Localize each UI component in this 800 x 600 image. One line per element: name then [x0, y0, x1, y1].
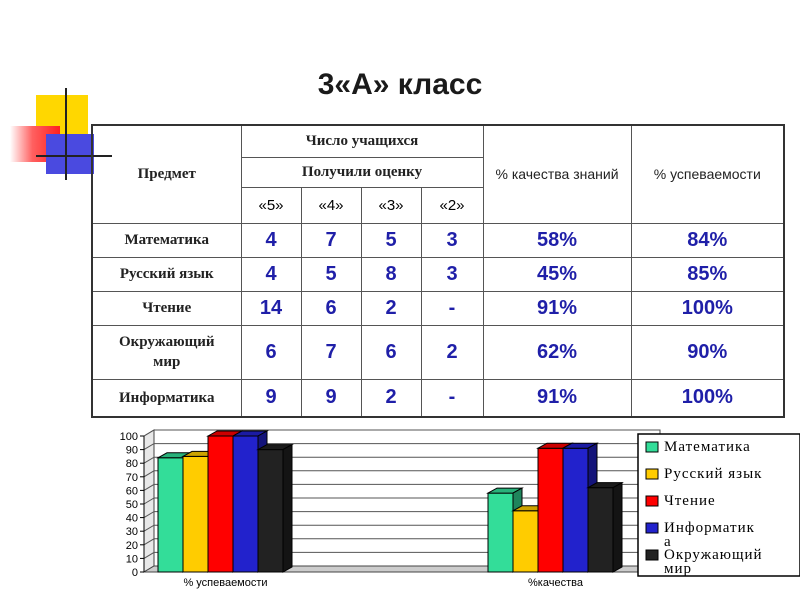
x-tick-label: %качества [528, 577, 583, 589]
grade-3-header: «3» [361, 187, 421, 223]
performance-cell: 100% [631, 291, 784, 325]
table-row [92, 325, 784, 379]
grade-3-cell: 2 [361, 291, 421, 325]
grade-2-cell: - [421, 379, 483, 417]
legend-label: Информатик а [664, 520, 755, 550]
page-title: 3«А» класс [317, 68, 483, 101]
bar [258, 445, 292, 572]
y-tick-label: 80 [125, 458, 138, 471]
legend-label: Математика [664, 439, 751, 455]
subject-cell: Чтение [92, 291, 241, 325]
table-row [92, 257, 784, 291]
quality-cell: 91% [483, 291, 631, 325]
performance-cell: 90% [631, 325, 784, 379]
legend-swatch [646, 442, 658, 452]
y-tick-label: 100 [119, 431, 138, 443]
grade-2-cell: 3 [421, 257, 483, 291]
grade-5-cell: 14 [241, 291, 301, 325]
performance-cell: 100% [631, 379, 784, 417]
legend-label: Чтение [664, 493, 716, 509]
y-tick-label: 60 [125, 485, 138, 498]
grade-4-cell: 7 [301, 223, 361, 257]
quality-cell: 45% [483, 257, 631, 291]
y-tick-label: 50 [125, 499, 138, 511]
grade-5-cell: 4 [241, 223, 301, 257]
performance-cell: 85% [631, 257, 784, 291]
bar [588, 483, 622, 572]
legend-swatch [646, 523, 658, 533]
grades-table [91, 124, 785, 418]
quality-header: % качества знаний [483, 125, 631, 223]
y-tick-label: 30 [125, 526, 138, 539]
grade-3-cell: 5 [361, 223, 421, 257]
grade-2-cell: - [421, 291, 483, 325]
legend-swatch [646, 496, 658, 506]
y-tick-label: 0 [131, 567, 138, 579]
grade-3-cell: 6 [361, 325, 421, 379]
y-tick-label: 40 [125, 512, 138, 525]
grade-4-cell: 6 [301, 291, 361, 325]
subject-cell: Математика [92, 223, 241, 257]
legend-label: Окружающий мир [664, 547, 763, 577]
quality-cell: 58% [483, 223, 631, 257]
grade-4-cell: 7 [301, 325, 361, 379]
quality-cell: 62% [483, 325, 631, 379]
subject-cell: Русский язык [92, 257, 241, 291]
legend-label: Русский язык [664, 466, 763, 482]
performance-cell: 84% [631, 223, 784, 257]
grade-4-cell: 9 [301, 379, 361, 417]
subject-cell: Окружающий мир [92, 325, 241, 379]
performance-header: % успеваемости [631, 125, 784, 223]
grade-5-cell: 4 [241, 257, 301, 291]
subject-header: Предмет [92, 125, 241, 223]
decor-blue-square [46, 134, 94, 174]
grade-5-header: «5» [241, 187, 301, 223]
grade-4-cell: 5 [301, 257, 361, 291]
chart-legend [638, 434, 800, 577]
legend-swatch [646, 469, 658, 479]
x-axis-labels [183, 577, 583, 589]
grade-2-cell: 2 [421, 325, 483, 379]
grade-4-header: «4» [301, 187, 361, 223]
y-tick-label: 20 [125, 539, 138, 552]
grade-5-cell: 9 [241, 379, 301, 417]
grades-header: Получили оценку [241, 157, 483, 187]
table-row [92, 291, 784, 325]
table-row [92, 379, 784, 417]
y-tick-label: 10 [125, 553, 138, 566]
y-axis-ticks [120, 431, 144, 579]
subject-cell: Информатика [92, 379, 241, 417]
x-tick-label: % успеваемости [183, 577, 268, 589]
grade-2-cell: 3 [421, 223, 483, 257]
grade-3-cell: 2 [361, 379, 421, 417]
grade-3-cell: 8 [361, 257, 421, 291]
grade-2-header: «2» [421, 187, 483, 223]
y-tick-label: 90 [125, 444, 138, 457]
grade-5-cell: 6 [241, 325, 301, 379]
bar-chart [90, 424, 800, 594]
quality-cell: 91% [483, 379, 631, 417]
legend-swatch [646, 550, 658, 560]
y-tick-label: 70 [125, 471, 138, 484]
table-row [92, 223, 784, 257]
students-header: Число учащихся [241, 125, 483, 157]
